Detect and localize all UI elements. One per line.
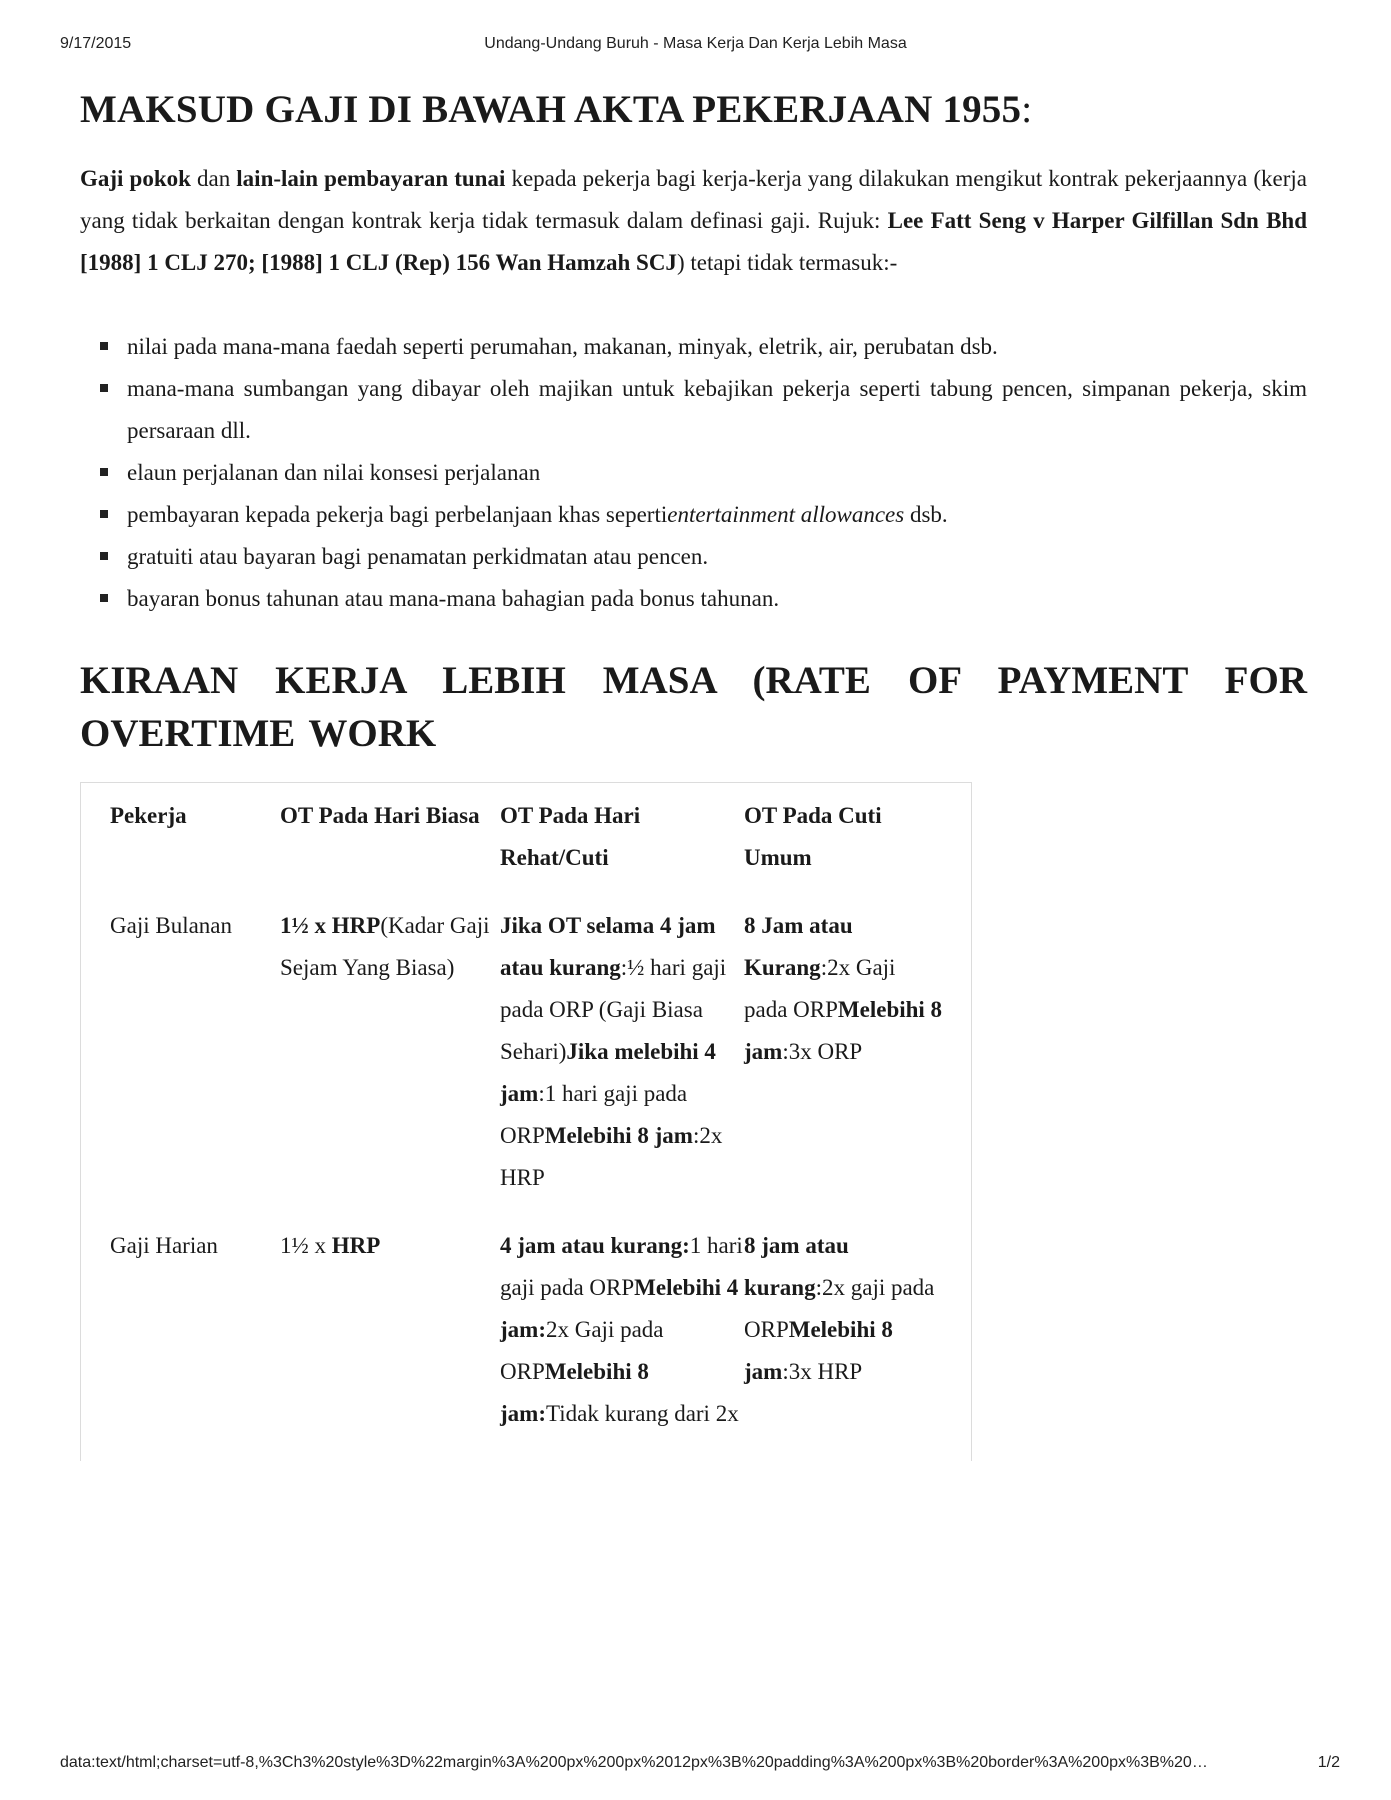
cell-worker-type: Gaji Harian [110,1233,218,1258]
document-content [80,80,1307,1461]
cell-bold: Melebihi 8 jam: [500,1359,649,1426]
overtime-heading: KIRAAN KERJA LEBIH MASA (RATE OF PAYMENT FOR OVERTIME WORK [80,659,1307,755]
list-item: bayaran bonus tahunan atau mana-mana bahagian pada bonus tahunan. [80,578,1307,620]
para-text-1: dan [190,166,237,191]
list-item: nilai pada mana-mana faedah seperti perumahan, makanan, minyak, eletrik, air, perubatan dsb. [80,326,1307,368]
cell-normal-day [280,905,500,1225]
list-item: mana-mana sumbangan yang dibayar oleh majikan untuk kebajikan pekerja seperti tabung pencen, simpanan pekerja, skim persaraan dll. [80,368,1307,452]
cell-public-holiday [744,905,944,1225]
cell-bold: Melebihi 8 jam [744,1317,893,1384]
list-item-text: pembayaran kepada pekerja bagi perbelanjaan khas seperti [127,502,668,527]
list-item: elaun perjalanan dan nilai konsesi perjalanan [80,452,1307,494]
table-row [81,1225,944,1461]
para-text-2: kepada pekerja bagi kerja-kerja yang dilakukan mengikut kontrak pekerjaannya (kerja yang tidak berkaitan dengan kontrak kerja tidak termasuk dalam definasi gaji. Rujuk: [80,166,1307,233]
italic-term: entertainment allowances [667,502,905,527]
heading-text: MAKSUD GAJI DI BAWAH AKTA PEKERJAAN 1955 [80,88,1022,131]
list-item-text-end: dsb. [904,502,948,527]
cell-worker-type: Gaji Bulanan [110,913,232,938]
bold-term-basic-pay: Gaji pokok [80,166,191,191]
cell-text: :3x HRP [782,1359,863,1384]
cell-bold: Melebihi 8 jam [544,1123,693,1148]
table-header-row [81,795,944,905]
bold-term-cash-payments: lain-lain pembayaran tunai [236,166,506,191]
print-header [0,35,1391,57]
exclusions-list [80,326,1307,620]
cell-normal-day [280,1225,500,1461]
cell-rest-day [500,905,744,1225]
print-date: 9/17/2015 [60,35,132,52]
cell-text: 2x Gaji pada ORP [500,1317,664,1384]
heading-colon: : [1021,88,1033,131]
print-page-title: Undang-Undang Buruh - Masa Kerja Dan Kerja Lebih Masa [484,35,907,52]
table-row [81,905,944,1225]
cell-bold: Jika OT selama 4 jam atau kurang [500,913,716,980]
cell-bold: Melebihi 4 jam: [500,1275,739,1342]
cell-text: :½ hari gaji pada ORP (Gaji Biasa Sehari) [500,955,727,1064]
cell-text: :2x HRP [500,1123,723,1190]
overtime-rate-table [81,795,944,1461]
cell-bold: 8 jam atau kurang [744,1233,849,1300]
header-ot-public-holiday: OT Pada Cuti Umum [744,803,882,870]
cell-text: :2x gaji pada ORP [744,1275,935,1342]
header-ot-normal-day: OT Pada Hari Biasa [280,803,480,828]
list-item: gratuiti atau bayaran bagi penamatan perkidmatan atau pencen. [80,536,1307,578]
cell-text: :2x Gaji pada ORP [744,955,896,1022]
wage-definition-heading [80,80,1307,140]
cell-text: (Kadar Gaji Sejam Yang Biasa) [280,913,490,980]
cell-bold: Jika melebihi 4 jam [500,1039,716,1106]
cell-bold: 8 Jam atau Kurang [744,913,853,980]
case-citation: Lee Fatt Seng v Harper Gilfillan Sdn Bhd [1988] 1 CLJ 270; [1988] 1 CLJ (Rep) 156 Wan Hamzah SCJ [80,208,1307,275]
cell-bold: HRP [331,1233,381,1258]
cell-public-holiday [744,1225,944,1461]
header-pekerja: Pekerja [110,803,187,828]
cell-bold: 4 jam atau kurang: [500,1233,690,1258]
page-number: 1/2 [1317,1754,1340,1771]
cell-text: :3x ORP [782,1039,863,1064]
cell-text: 1½ x [280,1233,332,1258]
para-text-3: ) tetapi tidak termasuk:- [676,250,898,275]
cell-text: 1 hari gaji pada ORP [500,1233,743,1300]
cell-rest-day [500,1225,744,1461]
overtime-table-container [80,782,972,1461]
list-item [80,494,1307,536]
cell-text: Tidak kurang dari 2x [545,1401,739,1426]
wage-definition-paragraph [80,158,1307,284]
cell-bold: 1½ x HRP [280,913,381,938]
cell-bold: Melebihi 8 jam [744,997,943,1064]
header-ot-rest-day: OT Pada Hari Rehat/Cuti [500,803,641,870]
print-url: data:text/html;charset=utf-8,%3Ch3%20style%3D%22margin%3A%200px%200px%2012px%3B%20padding%3A%200px%3B%20border%3A%200px%3B%20… [60,1754,1208,1771]
print-footer [60,1754,1340,1776]
cell-text: :1 hari gaji pada ORP [500,1081,688,1148]
